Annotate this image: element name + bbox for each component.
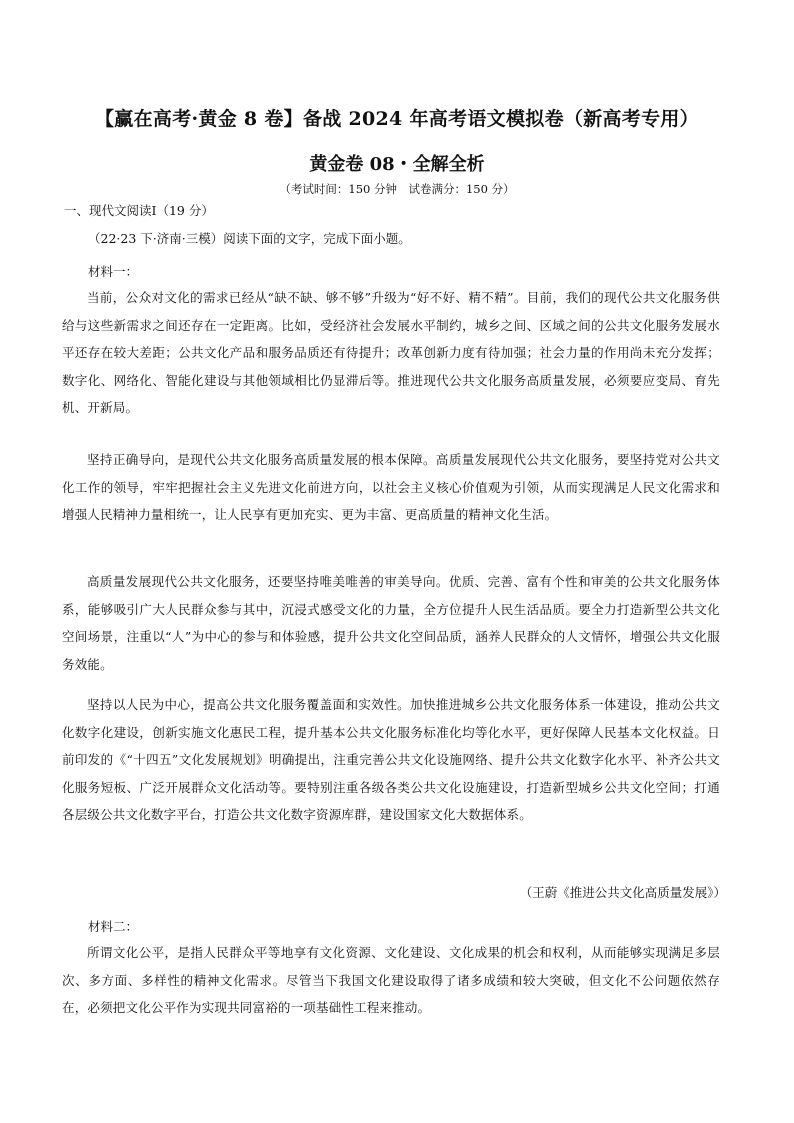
- material-two-label: 材料二：: [88, 919, 139, 934]
- material-two-paragraph-1: 所谓文化公平，是指人民群众平等地享有文化资源、文化建设、文化成果的机会和权利，从而能够实现满足多层次、多方面、多样性的精神文化需求。尽管当下我国文化建设取得了诸多成绩和较大突破，但文化不公问题依然存在，必须把文化公平作为实现共同富裕的一项基础性工程来推动。: [62, 945, 720, 1015]
- material-one-paragraph-4: 坚持以人民为中心，提高公共文化服务覆盖面和实效性。加快推进城乡公共文化服务体系一体建设，推动公共文化数字化建设，创新实施文化惠民工程，提升基本公共文化服务标准化均等化水平，更好保障人民基本文化权益。日前印发的《“十四五”文化发展规划》明确提出，注重完善公共文化设施网络、提升公共文化数字化水平、补齐公共文化服务短板、广泛开展群众文化活动等。要特别注重各级各类公共文化设施建设，打造新型城乡公共文化空间；打通各层级公共文化数字平台，打造公共文化数字资源库群，建设国家文化大数据体系。: [62, 697, 720, 822]
- material-one-paragraph-3: 高质量发展现代公共文化服务，还要坚持唯美唯善的审美导向。优质、完善、富有个性和审美的公共文化服务体系，能够吸引广大人民群众参与其中，沉浸式感受文化的力量，全方位提升人民生活品质。要全力打造新型公共文化空间场景，注重以“人”为中心的参与和体验感，提升公共文化空间品质，涵养人民群众的人文情怀，增强公共文化服务效能。: [62, 574, 720, 672]
- document-title: 【赢在高考·黄金 8 卷】备战 2024 年高考语文模拟卷（新高考专用）: [95, 108, 699, 130]
- reading-instruction: （22·23 下·济南·三模）阅读下面的文字，完成下面小题。: [88, 231, 411, 246]
- material-one-source: （王蔚《推进公共文化高质量发展》）: [519, 885, 726, 900]
- material-one-label: 材料一：: [88, 264, 139, 279]
- material-one-paragraph-1: 当前，公众对文化的需求已经从“缺不缺、够不够”升级为“好不好、精不精”。目前，我们的现代公共文化服务供给与这些新需求之间还存在一定距离。比如，受经济社会发展水平制约，城乡之间、区域之间的公共文化服务发展水平还存在较大差距；公共文化产品和服务品质还有待提升；改革创新力度有待加强；社会力量的作用尚未充分发挥；数字化、网络化、智能化建设与其他领域相比仍显滞后等。推进现代公共文化服务高质量发展，必须要应变局、育先机、开新局。: [62, 290, 720, 415]
- section-heading: 一、现代文阅读Ⅰ（19 分）: [64, 203, 214, 218]
- material-one-paragraph-2: 坚持正确导向，是现代公共文化服务高质量发展的根本保障。高质量发展现代公共文化服务，要坚持党对公共文化工作的领导，牢牢把握社会主义先进文化前进方向，以社会主义核心价值观为引领，从而实现满足人民文化需求和增强人民精神力量相统一，让人民享有更加充实、更为丰富、更高质量的精神文化生活。: [62, 452, 720, 522]
- document-subtitle: 黄金卷 08・全解全析: [309, 154, 485, 175]
- exam-info: （考试时间：150 分钟 试卷满分：150 分）: [279, 182, 515, 196]
